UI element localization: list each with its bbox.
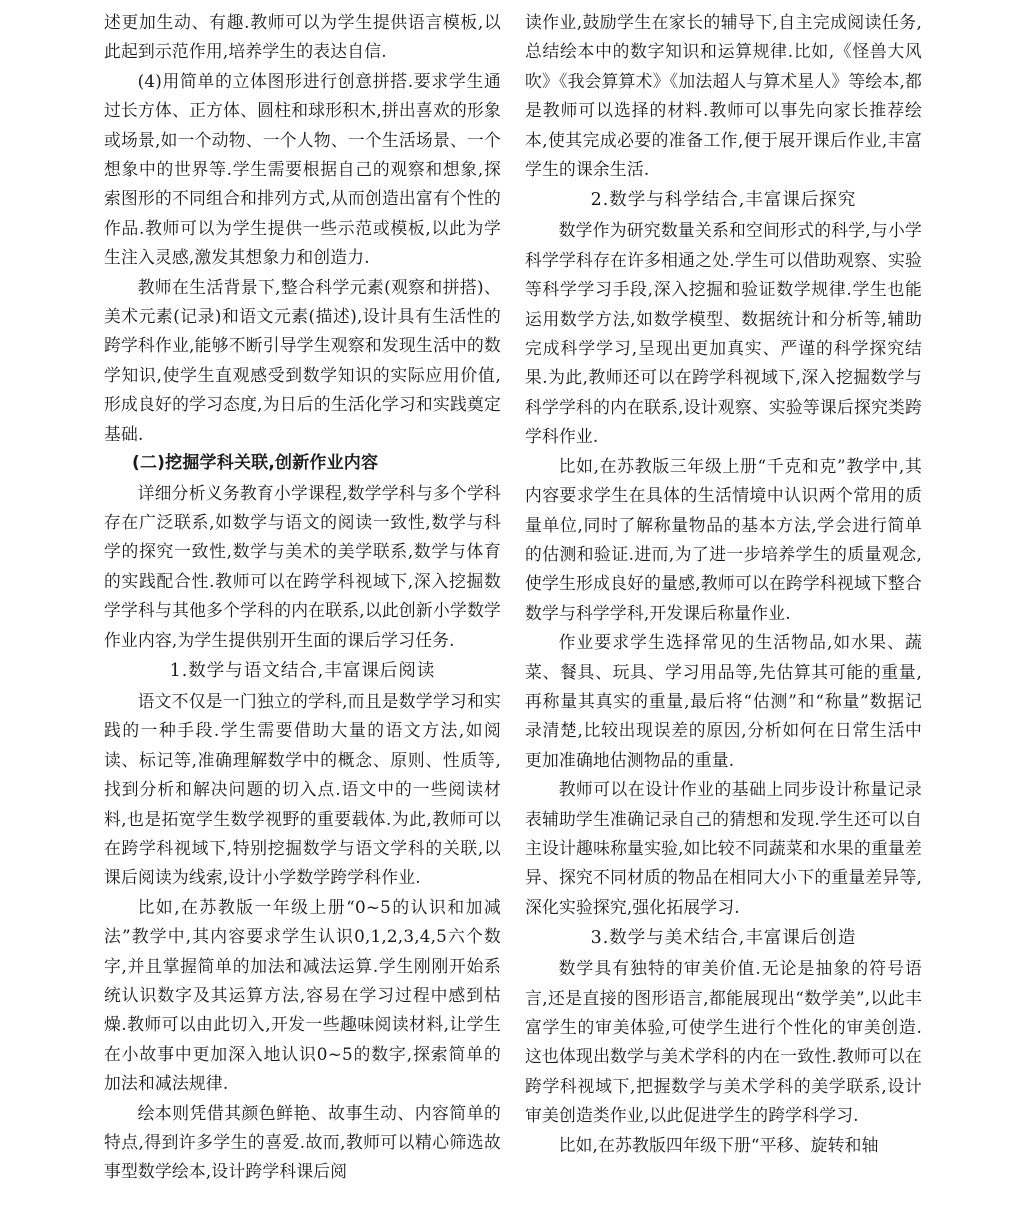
right-column <box>525 8 922 1224</box>
paragraph: 教师可以在设计作业的基础上同步设计称量记录表辅助学生准确记录自己的猜想和发现.学生还可以自主设计趣味称量实验,如比较不同蔬菜和水果的重量差异、探究不同材质的物品在相同大小下的重量差异等,深化实验探究,强化拓展学习. <box>525 779 922 917</box>
subsection-heading: 3.数学与美术结合,丰富课后创造 <box>590 928 857 949</box>
paragraph: 比如,在苏教版一年级上册“0~5的认识和加减法”教学中,其内容要求学生认识0,1,2,3,4,5六个数字,并且掌握简单的加法和减法运算.学生刚刚开始系统认识数字及其运算方法,容易在学习过程中感到枯燥.教师可以由此切入,开发一些趣味阅读材料,让学生在小故事中更加深入地认识0~5的数字,探索简单的加法和减法规律. <box>104 896 501 1094</box>
paragraph: 绘本则凭借其颜色鲜艳、故事生动、内容简单的特点,得到许多学生的喜爱.故而,教师可以精心筛选故事型数学绘本,设计跨学科课后阅 <box>104 1102 501 1182</box>
paragraph: 述更加生动、有趣.教师可以为学生提供语言模板,以此起到示范作用,培养学生的表达自信. <box>104 12 501 62</box>
paragraph: 详细分析义务教育小学课程,数学学科与多个学科存在广泛联系,如数学与语文的阅读一致性,数学与科学的探究一致性,数学与美术的美学联系,数学与体育的实践配合性.教师可以在跨学科视域下,深入挖掘数学学科与其他多个学科的内在联系,以此创新小学数学作业内容,为学生提供别开生面的课后学习任务. <box>104 482 501 650</box>
paragraph: 语文不仅是一门独立的学科,而且是数学学习和实践的一种手段.学生需要借助大量的语文方法,如阅读、标记等,准确理解数学中的概念、原则、性质等,找到分析和解决问题的切入点.语文中的一些阅读材料,也是拓宽学生数学视野的重要载体.为此,教师可以在跨学科视域下,特别挖掘数学与语文学科的关联,以课后阅读为线索,设计小学数学跨学科作业. <box>104 690 501 888</box>
paragraph: 教师在生活背景下,整合科学元素(观察和拼搭)、美术元素(记录)和语文元素(描述),设计具有生活性的跨学科作业,能够不断引导学生观察和发现生活中的数学知识,使学生直观感受到数学知识的实际应用价值,形成良好的学习态度,为日后的生活化学习和实践奠定基础. <box>104 276 501 444</box>
left-column <box>104 8 501 1224</box>
paragraph: 比如,在苏教版四年级下册“平移、旋转和轴 <box>558 1134 879 1155</box>
paragraph: (4)用简单的立体图形进行创意拼搭.要求学生通过长方体、正方体、圆柱和球形积木,拼出喜欢的形象或场景,如一个动物、一个人物、一个生活场景、一个想象中的世界等.学生需要根据自己的观察和想象,探索图形的不同组合和排列方式,从而创造出富有个性的作品.教师可以为学生提供一些示范或模板,以此为学生注入灵感,激发其想象力和创造力. <box>104 70 501 268</box>
paragraph: 数学作为研究数量关系和空间形式的科学,与小学科学学科存在许多相通之处.学生可以借助观察、实验等科学学习手段,深入挖掘和验证数学规律.学生也能运用数学方法,如数学模型、数据统计和分析等,辅助完成科学学习,呈现出更加真实、严谨的科学探究结果.为此,教师还可以在跨学科视域下,深入挖掘数学与科学学科的内在联系,设计观察、实验等课后探究类跨学科作业. <box>525 220 922 447</box>
subsection-heading: 2.数学与科学结合,丰富课后探究 <box>590 190 857 211</box>
paragraph: 读作业,鼓励学生在家长的辅导下,自主完成阅读任务,总结绘本中的数字知识和运算规律.比如,《怪兽大风吹》《我会算算术》《加法超人与算术星人》等绘本,都是教师可以选择的材料.教师可以事先向家长推荐绘本,使其完成必要的准备工作,便于展开课后作业,丰富学生的课余生活. <box>525 12 922 180</box>
paragraph: 作业要求学生选择常见的生活物品,如水果、蔬菜、餐具、玩具、学习用品等,先估算其可能的重量,再称量其真实的重量,最后将“估测”和“称量”数据记录清楚,比较出现误差的原因,分析如何在日常生活中更加准确地估测物品的重量. <box>525 632 922 770</box>
paragraph: 比如,在苏教版三年级上册“千克和克”教学中,其内容要求学生在具体的生活情境中认识两个常用的质量单位,同时了解称量物品的基本方法,学会进行简单的估测和验证.进而,为了进一步培养学生的质量观念,使学生形成良好的量感,教师可以在跨学科视域下整合数学与科学学科,开发课后称量作业. <box>525 455 922 623</box>
subsection-heading: 1.数学与语文结合,丰富课后阅读 <box>169 660 436 681</box>
section-heading: (二)挖掘学科关联,创新作业内容 <box>132 453 379 474</box>
paragraph: 数学具有独特的审美价值.无论是抽象的符号语言,还是直接的图形语言,都能展现出“数学美”,以此丰富学生的审美体验,可使学生进行个性化的审美创造.这也体现出数学与美术学科的内在一致性.教师可以在跨学科视域下,把握数学与美术学科的美学联系,设计审美创造类作业,以此促进学生的跨学科学习. <box>525 958 922 1126</box>
